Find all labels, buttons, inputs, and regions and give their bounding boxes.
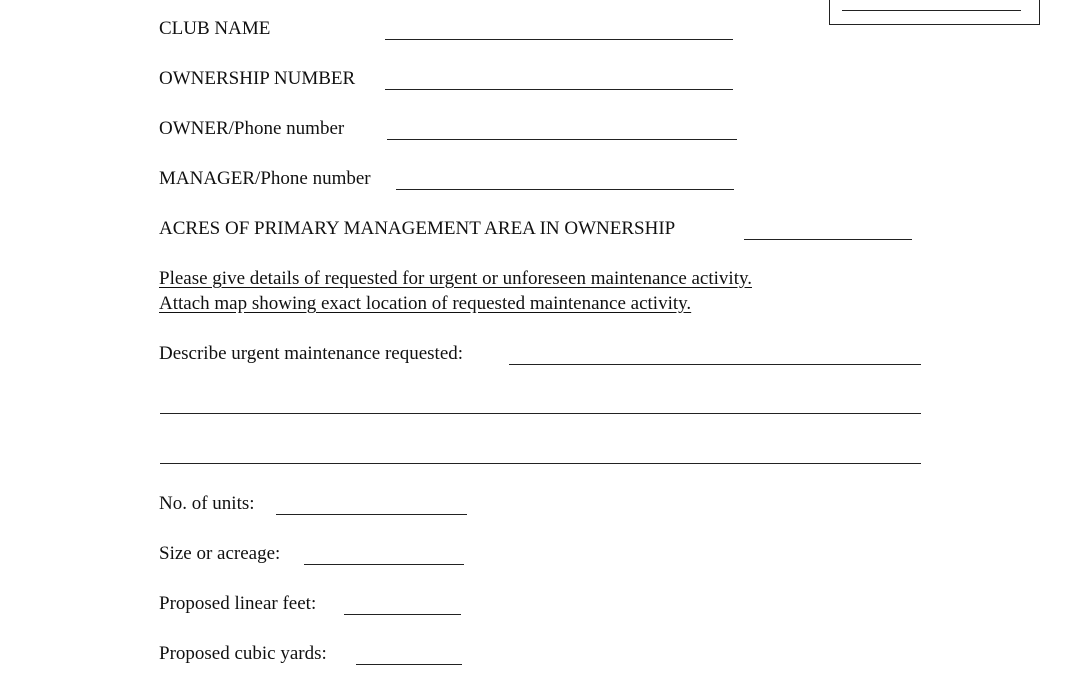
instruction-line-1: Please give details of requested for urgent or unforeseen maintenance activity. [159, 268, 752, 289]
units-label: No. of units: [159, 493, 255, 514]
acres-label: ACRES OF PRIMARY MANAGEMENT AREA IN OWNERSHIP [159, 218, 676, 239]
manager-phone-label: MANAGER/Phone number [159, 168, 371, 189]
cubic-yards-field[interactable] [356, 664, 462, 665]
linear-feet-field[interactable] [344, 614, 461, 615]
corner-box [829, 0, 1040, 25]
units-field[interactable] [276, 514, 467, 515]
acres-field[interactable] [744, 239, 912, 240]
manager-phone-field[interactable] [396, 189, 734, 190]
ownership-number-label: OWNERSHIP NUMBER [159, 68, 356, 89]
corner-box-blank[interactable] [842, 10, 1021, 11]
club-name-label: CLUB NAME [159, 18, 271, 39]
ownership-number-field[interactable] [385, 89, 733, 90]
size-field[interactable] [304, 564, 464, 565]
size-label: Size or acreage: [159, 543, 281, 564]
cubic-yards-label: Proposed cubic yards: [159, 643, 327, 664]
linear-feet-label: Proposed linear feet: [159, 593, 317, 614]
describe-label: Describe urgent maintenance requested: [159, 343, 464, 364]
club-name-field[interactable] [385, 39, 733, 40]
describe-field-line-1[interactable] [509, 364, 921, 365]
describe-field-line-3[interactable] [160, 463, 921, 464]
owner-phone-label: OWNER/Phone number [159, 118, 345, 139]
instruction-line-2: Attach map showing exact location of requested maintenance activity. [159, 293, 692, 314]
owner-phone-field[interactable] [387, 139, 737, 140]
describe-field-line-2[interactable] [160, 413, 921, 414]
